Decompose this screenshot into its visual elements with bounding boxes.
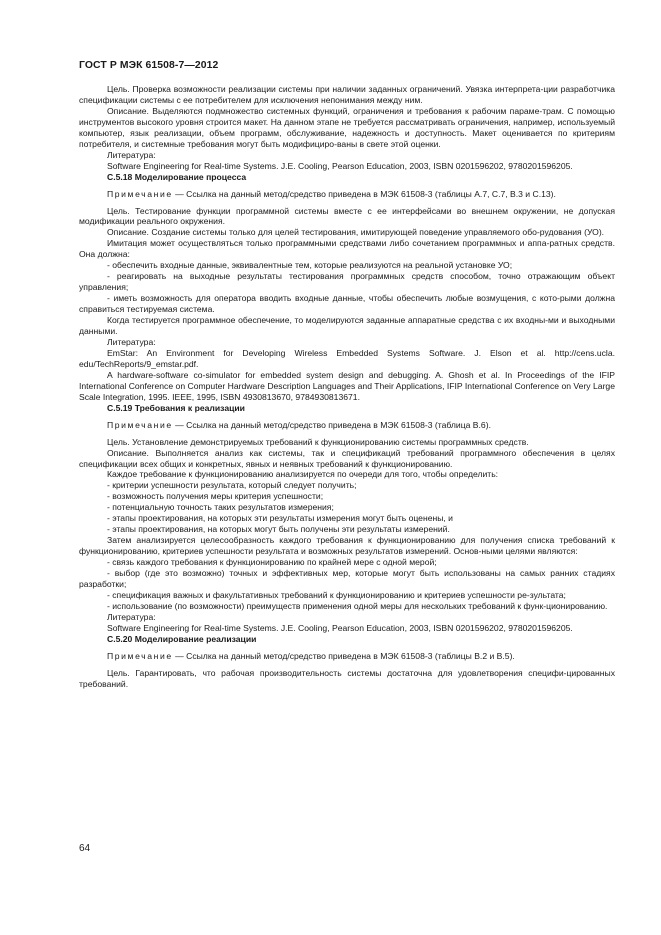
- list-item: - обеспечить входные данные, эквивалентные тем, которые реализуются на реальной установке УО;: [107, 260, 513, 271]
- paragraph: Каждое требование к функционированию анализируется по очереди для того, чтобы определить:: [107, 469, 499, 480]
- list-item: - иметь возможность для оператора вводить входные данные, чтобы обеспечить любые возмущения, с кото-рыми должна справиться тестируемая система.: [79, 293, 615, 315]
- note-paragraph: [79, 420, 615, 431]
- note-paragraph: [79, 189, 615, 200]
- paragraph: Software Engineering for Real-time Systems. J.E. Cooling, Pearson Education, 2003, ISBN 0201596202, 9780201596205.: [107, 622, 573, 633]
- paragraph: Цель. Тестирование функции программной системы вместе с ее интерфейсами во внешнем окружении, не допуская модификации реального окружения.: [79, 205, 615, 227]
- list-item: - этапы проектирования, на которых эти результаты измерения могут быть оценены, и: [107, 513, 453, 524]
- list-item: - связь каждого требования к функционированию по крайней мере с одной мерой;: [107, 557, 437, 568]
- paragraph: Цель. Гарантировать, что рабочая производительность системы достаточна для удовлетворения специфи-цированных требований.: [79, 667, 615, 689]
- note-label: Примечание: [107, 650, 173, 661]
- paragraph: A hardware-software co-simulator for embedded system design and debugging. A. Ghosh et al. In Proceedings of the IFIP International Conference on Computer Hardware Description Languages and Their Applications, IFIP International Conference on Very Large Scale Integration, 1995. IEEE, 1995, ISBN 4930813670, 9784930813671.: [79, 369, 615, 402]
- paragraph: Цель. Установление демонстрируемых требований к функционированию системы программных средств.: [107, 436, 529, 447]
- paragraph: Имитация может осуществляться только программными средствами либо сочетанием программных и аппа-ратных средств. Она должна:: [79, 238, 615, 260]
- paragraph: Затем анализируется целесообразность каждого требования к функционированию для получения списка требований к функционированию, критериев успешности результата и возможных результатов измерений. Основ-ными целями являются:: [79, 535, 615, 557]
- paragraph: Когда тестируется программное обеспечение, то моделируются заданные аппаратные средства с их входны-ми и выходными данными.: [79, 315, 615, 337]
- list-item: - реагировать на выходные результаты тестирования программных средств способом, точно отражающим объект управления;: [79, 271, 615, 293]
- paragraph: Литература:: [107, 336, 156, 347]
- paragraph: Описание. Выделяются подмножество системных функций, ограничения и требования к рабочим параме-трам. С помощью инструментов высокого уровня строится макет. На данном этапе не требуется рассматривать ограничения, например, используемый компьютер, язык реализации, объем программ, обслуживание, надежность и доступность. Макет оценивается по критериям потребителя, и системные требования могут быть модифициро-ваны в свете этой оценки.: [79, 105, 615, 149]
- section-heading: С.5.18 Моделирование процесса: [107, 171, 247, 182]
- paragraph: EmStar: An Environment for Developing Wireless Embedded Systems Software. J. Elson et al. http://cens.ucla. edu/TechReports/9_emstar.pdf.: [79, 347, 615, 369]
- list-item: - использование (по возможности) преимуществ применения одной меры для нескольких требований к функ-ционированию.: [107, 600, 608, 611]
- list-item: - выбор (где это возможно) точных и эффективных мер, которые могут быть использованы на самых ранних стадиях разработки;: [79, 568, 615, 589]
- page-number: 64: [79, 843, 91, 854]
- note-text: — Ссылка на данный метод/средство приведена в МЭК 61508-3 (таблицы В.2 и В.5).: [172, 650, 515, 661]
- paragraph: Цель. Проверка возможности реализации системы при наличии заданных ограничений. Увязка интерпрета-ции разработчика спецификации системы с ее потребителем для исключения непонимания между ним.: [79, 84, 615, 105]
- note-paragraph: [79, 651, 615, 662]
- list-item: - потенциальную точность таких результатов измерения;: [107, 502, 334, 513]
- list-item: - критерии успешности результата, который следует получить;: [107, 480, 357, 491]
- note-label: Примечание: [107, 188, 173, 199]
- paragraph: Описание. Выполняется анализ как системы, так и спецификаций требований программного обеспечения в целях спецификации всех общих и конкретных, явных и неявных требований к функционированию.: [79, 447, 615, 469]
- section-heading: С.5.20 Моделирование реализации: [107, 633, 257, 644]
- document-header: ГОСТ Р МЭК 61508-7—2012: [79, 60, 219, 71]
- note-text: — Ссылка на данный метод/средство приведена в МЭК 61508-3 (таблицы А.7, С.7, В.3 и С.13).: [172, 188, 556, 199]
- paragraph: Описание. Создание системы только для целей тестирования, имитирующей поведение управляемого обо-рудования (УО).: [107, 227, 605, 238]
- paragraph: Software Engineering for Real-time Systems. J.E. Cooling, Pearson Education, 2003, ISBN 0201596202, 9780201596205.: [107, 160, 573, 171]
- paragraph: Литература:: [107, 149, 156, 160]
- note-text: — Ссылка на данный метод/средство приведена в МЭК 61508-3 (таблица В.6).: [172, 419, 491, 430]
- list-item: - возможность получения меры критерия успешности;: [107, 491, 324, 502]
- section-heading: С.5.19 Требования к реализации: [107, 402, 245, 413]
- list-item: - этапы проектирования, на которых могут быть получены эти результаты измерений.: [107, 524, 450, 535]
- paragraph: Литература:: [107, 611, 156, 622]
- document-body: [79, 84, 615, 690]
- note-label: Примечание: [107, 419, 173, 430]
- list-item: - спецификация важных и факультативных требований к функционированию и критериев успешности ре-зультата;: [107, 589, 566, 600]
